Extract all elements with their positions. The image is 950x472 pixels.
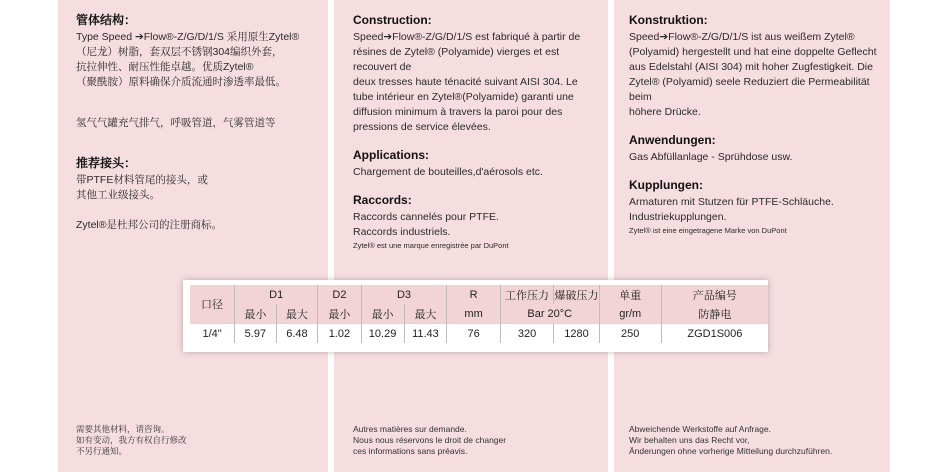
fr-fittings-heading: Raccords: — [353, 193, 412, 207]
sub-d3-min: 最小 — [361, 304, 404, 324]
fr-construction-line: recouvert de — [353, 61, 412, 73]
fr-footer-line: ces informations sans préavis. — [353, 446, 468, 456]
table-subheader-row — [190, 304, 768, 324]
cell-product-code: ZGD1S006 — [661, 324, 768, 344]
fr-construction-line: Speed➔Flow®-Z/G/D/1/S est fabriqué à partir de — [353, 31, 581, 43]
cn-footer-line: 需要其他材料，请咨询。 — [76, 424, 170, 434]
spec-table-card — [183, 280, 768, 352]
header-burst-pressure: 爆破压力 — [554, 285, 599, 304]
fr-construction-heading: Construction: — [353, 13, 432, 27]
header-work-pressure: 工作压力 — [500, 285, 553, 304]
spec-table — [190, 285, 768, 343]
fr-footer-line: Autres matières sur demande. — [353, 424, 467, 434]
sub-d1-min: 最小 — [235, 304, 277, 324]
cn-trademark: Zytel®是杜邦公司的注册商标。 — [76, 219, 222, 231]
cell-size: 1/4" — [190, 324, 235, 344]
de-applications-heading: Anwendungen: — [629, 133, 716, 147]
fr-fittings-line: Raccords cannelés pour PTFE. — [353, 211, 499, 223]
cn-fittings-heading: 推荐接头： — [76, 156, 137, 170]
header-d1: D1 — [235, 285, 318, 304]
de-trademark: Zytel® ist eine eingetragene Marke von DuPont — [629, 226, 787, 235]
cell-d2-min: 1.02 — [318, 324, 361, 344]
fr-construction-line: deux tresses haute ténacité suivant AISI 304. Le — [353, 76, 578, 88]
sub-r-unit: mm — [447, 304, 500, 324]
fr-text-block — [353, 12, 603, 251]
table-header-row — [190, 285, 768, 304]
cell-work-pressure: 320 — [500, 324, 553, 344]
fr-footer — [353, 424, 603, 457]
table-row — [190, 324, 768, 344]
sub-d3-max: 最大 — [404, 304, 447, 324]
sub-d1-max: 最大 — [276, 304, 318, 324]
cell-d3-min: 10.29 — [361, 324, 404, 344]
cn-fittings-line: 带PTFE材料管尾的接头，或 — [76, 174, 208, 186]
cn-construction-line: （聚酰胺）原料确保介质流通时渗透率最低。 — [76, 76, 286, 88]
sub-d2-min: 最小 — [318, 304, 361, 324]
fr-construction-line: diffusion minimum à travers la paroi pour des — [353, 106, 563, 118]
header-product-code: 产品编号 — [661, 285, 768, 304]
fr-construction-line: résines de Zytel® (Polyamide) vierges et est — [353, 46, 560, 58]
cell-d1-max: 6.48 — [276, 324, 318, 344]
de-footer-line: Abweichende Werkstoffe auf Anfrage. — [629, 424, 771, 434]
fr-footer-line: Nous nous réservons le droit de changer — [353, 435, 507, 445]
header-size: 口径 — [190, 285, 235, 324]
cn-construction-line: （尼龙）树脂，套双层不锈钢304编织外套， — [76, 46, 283, 58]
header-r: R — [447, 285, 500, 304]
cn-footer-line: 如有变动，我方有权自行修改 — [76, 435, 187, 445]
de-fittings-heading: Kupplungen: — [629, 178, 703, 192]
cn-construction-line: 抗拉伸性、耐压性能卓越。优质Zytel® — [76, 61, 254, 73]
header-weight: 单重 — [599, 285, 661, 304]
fr-applications-heading: Applications: — [353, 148, 430, 162]
de-fittings-line: Industriekupplungen. — [629, 211, 727, 223]
sub-weight-unit: gr/m — [599, 304, 661, 324]
fr-construction-line: pressions de service élevées. — [353, 121, 491, 133]
cn-footer-line: 不另行通知。 — [76, 446, 128, 456]
de-applications: Gas Abfüllanlage - Sprühdose usw. — [629, 151, 793, 163]
cell-r: 76 — [447, 324, 500, 344]
fr-fittings-line: Raccords industriels. — [353, 226, 451, 238]
de-footer — [629, 424, 887, 457]
cn-construction-heading: 管体结构： — [76, 13, 137, 27]
cn-text-block — [76, 12, 326, 233]
de-footer-line: Änderungen ohne vorherige Mitteilung durchzuführen. — [629, 446, 833, 456]
cell-d1-min: 5.97 — [235, 324, 277, 344]
cn-applications: 氢气气罐充气排气，呼吸管道，气雾管道等 — [76, 117, 276, 129]
de-construction-line: Zytel® (Polyamid) seele Reduziert die Permeabilität beim — [629, 76, 870, 103]
de-fittings-line: Armaturen mit Stutzen für PTFE-Schläuche. — [629, 196, 834, 208]
cell-d3-max: 11.43 — [404, 324, 447, 344]
cn-fittings-line: 其他工业级接头。 — [76, 189, 160, 201]
sub-pressure-unit: Bar 20°C — [500, 304, 599, 324]
de-construction-line: höhere Drücke. — [629, 106, 701, 118]
cell-weight: 250 — [599, 324, 661, 344]
de-construction-line: (Polyamid) hergestellt und hat eine doppelte Geflecht — [629, 46, 877, 58]
cn-construction-line: Type Speed ➔Flow®-Z/G/D/1/S 采用原生Zytel® — [76, 31, 300, 43]
fr-construction-line: tube intérieur en Zytel®(Polyamide) garanti une — [353, 91, 574, 103]
de-construction-line: Speed➔Flow®-Z/G/D/1/S ist aus weißem Zytel® — [629, 31, 855, 43]
de-footer-line: Wir behalten uns das Recht vor, — [629, 435, 750, 445]
cn-footer — [76, 424, 326, 457]
fr-applications: Chargement de bouteilles,d'aérosols etc. — [353, 166, 543, 178]
de-text-block — [629, 12, 887, 236]
fr-trademark: Zytel® est une marque enregistrée par DuPont — [353, 241, 509, 250]
header-d3: D3 — [361, 285, 447, 304]
sub-code-note: 防静电 — [661, 304, 768, 324]
de-construction-line: aus Edelstahl (AISI 304) mit hoher Zugfestigkeit. Die — [629, 61, 873, 73]
cell-burst-pressure: 1280 — [554, 324, 599, 344]
de-construction-heading: Konstruktion: — [629, 13, 708, 27]
header-d2: D2 — [318, 285, 361, 304]
